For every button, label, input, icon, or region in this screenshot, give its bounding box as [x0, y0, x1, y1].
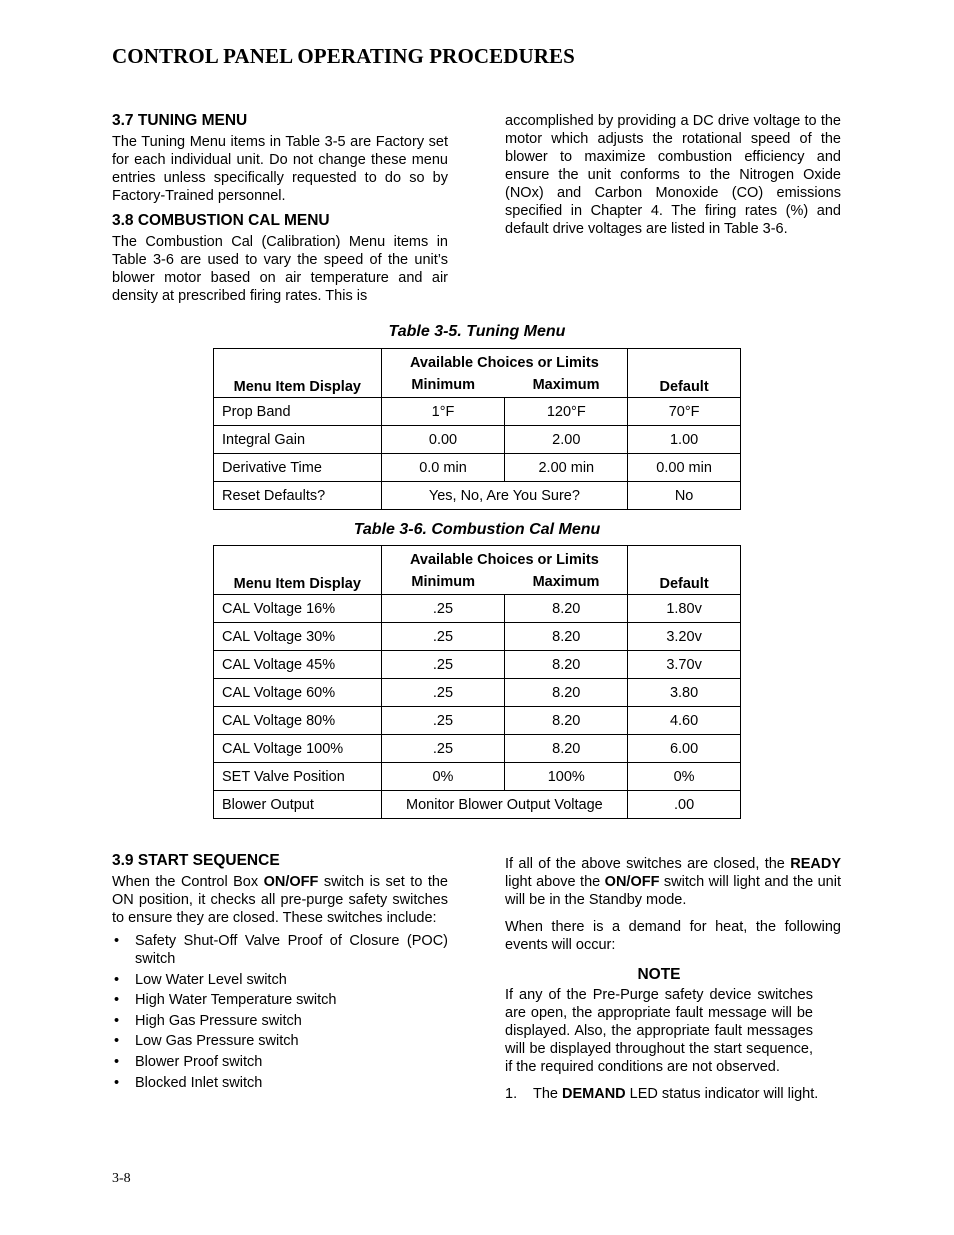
table-cell: CAL Voltage 60% — [214, 679, 382, 707]
right-column-top — [505, 112, 841, 238]
table-row — [214, 454, 741, 482]
col-header-default: Default — [628, 349, 741, 398]
table-cell: 4.60 — [628, 707, 741, 735]
table-cell: 3.20v — [628, 623, 741, 651]
table-cell: 0% — [381, 763, 505, 791]
table-cell: 3.80 — [628, 679, 741, 707]
table-3-6-caption: Table 3-6. Combustion Cal Menu — [353, 521, 601, 538]
table-cell: CAL Voltage 80% — [214, 707, 382, 735]
table-row — [214, 482, 741, 510]
bullet-icon: • — [114, 1012, 120, 1029]
table-cell: 0.00 min — [628, 454, 741, 482]
col-header-choices: Available Choices or Limits — [381, 349, 628, 374]
table-cell: .25 — [381, 679, 505, 707]
table-3-5-caption: Table 3-5. Tuning Menu — [388, 323, 566, 340]
step-text: LED status indicator will light. — [625, 1086, 819, 1102]
on-off-label: ON/OFF — [604, 874, 660, 890]
note-heading: NOTE — [637, 966, 681, 983]
col-header-default: Default — [628, 546, 741, 595]
table-cell: .25 — [381, 651, 505, 679]
section-3-9-intro — [112, 873, 448, 927]
table-3-6 — [213, 545, 741, 819]
table-cell: 70°F — [628, 398, 741, 426]
note-body: If any of the Pre-Purge safety device switches are open, the appropriate fault message will be displayed. Also, the appropriate fault messages will be displayed throughout the start sequence, if the required conditions are not observed. — [505, 987, 813, 1075]
list-item-text: Blower Proof switch — [135, 1053, 263, 1070]
table-cell: 100% — [505, 763, 628, 791]
page-number: 3-8 — [112, 1171, 131, 1186]
section-3-7-heading: 3.7 TUNING MENU — [112, 112, 248, 129]
table-header-row — [214, 349, 741, 374]
intro-text: When the Control Box — [112, 874, 264, 890]
table-3-5 — [213, 348, 741, 510]
table-row — [214, 791, 741, 819]
list-item — [112, 991, 448, 1009]
left-column-top — [112, 112, 448, 305]
table-cell: 2.00 — [505, 426, 628, 454]
table-cell: 120°F — [505, 398, 628, 426]
section-3-8-continued: accomplished by providing a DC drive voltage to the motor which adjusts the rotational speed of the blower to maximize combustion efficiency and ensure the unit conforms to the Nitrogen Oxide (NOx) and Carbon Monoxide (CO) emissions specified in Chapter 4. The firing rates (%) and default drive voltages are listed in Table 3-6. — [505, 113, 841, 237]
paragraph-text: switch will light and the unit will be in the Standby mode. — [505, 874, 841, 908]
table-cell: 0.00 — [381, 426, 505, 454]
list-item-text: High Gas Pressure switch — [135, 1012, 302, 1029]
col-header-max: Maximum — [505, 373, 628, 398]
step-1 — [505, 1085, 841, 1103]
bullet-icon: • — [114, 971, 120, 988]
table-cell: Blower Output — [214, 791, 382, 819]
section-3-8-heading: 3.8 COMBUSTION CAL MENU — [112, 212, 330, 229]
list-item-text: High Water Temperature switch — [135, 992, 337, 1009]
table-cell: Derivative Time — [214, 454, 382, 482]
table-row — [214, 623, 741, 651]
table-row — [214, 735, 741, 763]
table-cell: No — [628, 482, 741, 510]
on-off-label: ON/OFF — [263, 874, 319, 890]
list-item-text: Low Water Level switch — [135, 971, 287, 988]
table-cell: .25 — [381, 735, 505, 763]
section-3-8-body: The Combustion Cal (Calibration) Menu items in Table 3-6 are used to vary the speed of the unit’s blower motor based on air temperature and air density at prescribed firing rates. This is — [112, 234, 448, 304]
demand-paragraph: When there is a demand for heat, the following events will occur: — [505, 919, 841, 953]
step-text: The — [533, 1086, 563, 1102]
right-column-bottom — [505, 855, 841, 1103]
list-item — [112, 1012, 448, 1030]
col-header-min: Minimum — [381, 570, 505, 595]
ready-paragraph — [505, 855, 841, 909]
table-cell: 2.00 min — [505, 454, 628, 482]
list-item-text: Blocked Inlet switch — [135, 1074, 263, 1091]
note-block — [505, 966, 813, 1076]
ready-label: READY — [790, 856, 841, 872]
table-cell: 8.20 — [505, 651, 628, 679]
col-header-max: Maximum — [505, 570, 628, 595]
table-cell: 6.00 — [628, 735, 741, 763]
table-cell: 8.20 — [505, 595, 628, 623]
col-header-min: Minimum — [381, 373, 505, 398]
step-number: 1. — [505, 1086, 518, 1102]
table-cell: .00 — [628, 791, 741, 819]
list-item-text: Safety Shut-Off Valve Proof of Closure (POC) switch — [135, 933, 448, 967]
bullet-icon: • — [114, 1074, 120, 1091]
table-cell: CAL Voltage 16% — [214, 595, 382, 623]
table-cell: CAL Voltage 30% — [214, 623, 382, 651]
table-row — [214, 763, 741, 791]
list-item-text: Low Gas Pressure switch — [135, 1033, 299, 1050]
table-row — [214, 707, 741, 735]
table-cell: 1.80v — [628, 595, 741, 623]
table-cell: Reset Defaults? — [214, 482, 382, 510]
table-cell: .25 — [381, 623, 505, 651]
table-row — [214, 426, 741, 454]
col-header-item: Menu Item Display — [214, 546, 382, 595]
table-cell: Prop Band — [214, 398, 382, 426]
table-cell: 3.70v — [628, 651, 741, 679]
intro-text: switch is set to the ON position, it checks all pre-purge safety switches to ensure they are closed. These switches include: — [112, 874, 448, 926]
table-row — [214, 651, 741, 679]
table-cell: 8.20 — [505, 735, 628, 763]
list-item — [112, 1032, 448, 1050]
left-column-bottom — [112, 852, 448, 1094]
page-title: CONTROL PANEL OPERATING PROCEDURES — [112, 44, 575, 68]
list-item — [112, 971, 448, 989]
switch-list — [112, 932, 448, 1092]
table-cell: 0.0 min — [381, 454, 505, 482]
table-cell: 8.20 — [505, 707, 628, 735]
table-cell: 0% — [628, 763, 741, 791]
col-header-choices: Available Choices or Limits — [381, 546, 628, 571]
demand-label: DEMAND — [562, 1086, 626, 1102]
table-row — [214, 398, 741, 426]
section-3-9-heading: 3.9 START SEQUENCE — [112, 852, 280, 869]
table-cell: CAL Voltage 45% — [214, 651, 382, 679]
bullet-icon: • — [114, 933, 120, 949]
bullet-icon: • — [114, 1053, 120, 1070]
paragraph-text: If all of the above switches are closed, the — [505, 856, 791, 872]
bullet-icon: • — [114, 1033, 120, 1050]
section-3-7-body: The Tuning Menu items in Table 3-5 are Factory set for each individual unit. Do not change these menu entries unless specifically requested to do so by Factory-Trained personnel. — [112, 134, 448, 204]
table-row — [214, 595, 741, 623]
table-cell: 8.20 — [505, 679, 628, 707]
table-cell: Monitor Blower Output Voltage — [381, 791, 628, 819]
table-cell: 1°F — [381, 398, 505, 426]
table-cell: .25 — [381, 595, 505, 623]
list-item — [112, 932, 448, 968]
table-cell: .25 — [381, 707, 505, 735]
table-cell: Yes, No, Are You Sure? — [381, 482, 628, 510]
bullet-icon: • — [114, 992, 120, 1009]
table-cell: 1.00 — [628, 426, 741, 454]
table-cell: CAL Voltage 100% — [214, 735, 382, 763]
list-item — [112, 1074, 448, 1092]
table-cell: Integral Gain — [214, 426, 382, 454]
paragraph-text: light above the — [505, 874, 605, 890]
table-header-row — [214, 546, 741, 571]
list-item — [112, 1053, 448, 1071]
table-cell: SET Valve Position — [214, 763, 382, 791]
table-cell: 8.20 — [505, 623, 628, 651]
table-row — [214, 679, 741, 707]
col-header-item: Menu Item Display — [214, 349, 382, 398]
